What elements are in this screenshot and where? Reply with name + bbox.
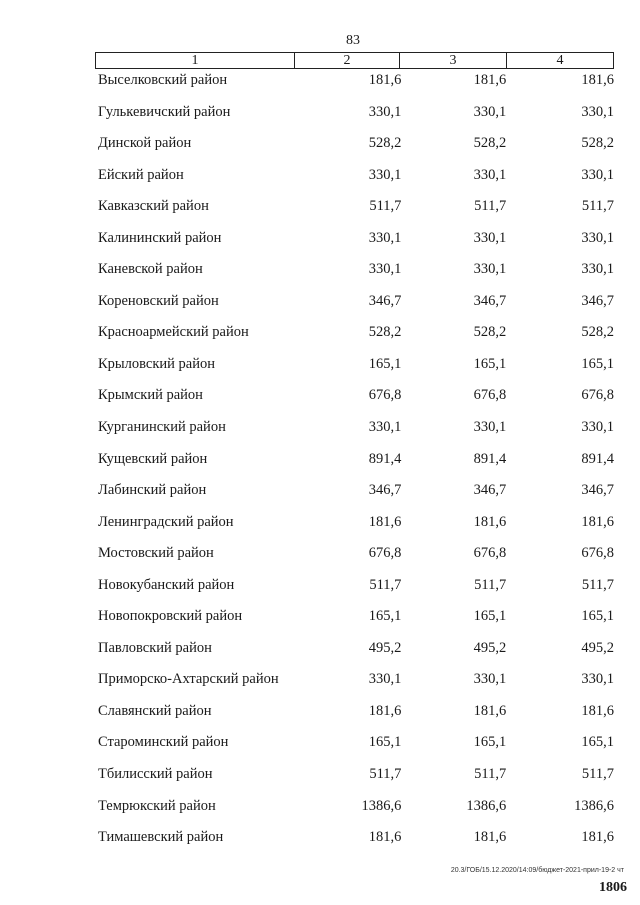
value-col-4: 346,7 [581,292,614,309]
page-number: 83 [346,33,360,48]
district-name: Славянский район [98,702,212,719]
value-col-3: 181,6 [473,702,507,719]
district-name: Новокубанский район [98,576,235,593]
value-col-4: 511,7 [581,576,614,593]
district-name: Мостовский район [98,545,214,562]
value-col-2: 330,1 [368,419,402,436]
value-col-2: 511,7 [369,766,402,783]
value-col-3: 676,8 [473,545,507,562]
value-col-3: 330,1 [473,166,507,183]
table-row [95,479,614,511]
table-row [95,511,614,543]
table-row [95,700,614,732]
district-name: Динской район [98,135,192,152]
district-name: Ленинградский район [98,513,234,530]
value-col-4: 330,1 [581,671,614,688]
value-col-3: 330,1 [473,229,507,246]
table-row [95,542,614,574]
value-col-3: 511,7 [474,576,507,593]
value-col-2: 330,1 [368,261,402,278]
value-col-4: 181,6 [581,702,614,719]
table-row [95,637,614,669]
table-row [95,258,614,290]
table-row [95,227,614,259]
table-row [95,69,614,101]
district-name: Приморско-Ахтарский район [98,671,279,688]
sheet-number: 1806 [599,880,627,895]
value-col-2: 181,6 [368,72,402,88]
value-col-3: 676,8 [473,387,507,404]
value-col-3: 330,1 [473,419,507,436]
district-name: Тбилисский район [98,766,213,783]
value-col-4: 676,8 [581,387,614,404]
value-col-2: 165,1 [368,608,402,625]
table-row [95,448,614,480]
value-col-4: 528,2 [581,135,614,152]
district-name: Тимашевский район [98,829,224,846]
value-col-3: 511,7 [474,198,507,215]
table-row [95,826,614,858]
table-row [95,731,614,763]
value-col-2: 165,1 [368,355,402,372]
header-col-4: 4 [556,53,564,68]
value-col-2: 511,7 [369,198,402,215]
value-col-4: 181,6 [581,829,614,846]
table-row [95,605,614,637]
value-col-4: 528,2 [581,324,614,341]
value-col-2: 495,2 [368,639,402,656]
table-row [95,416,614,448]
value-col-3: 181,6 [473,513,507,530]
value-col-4: 181,6 [581,72,614,88]
table-row [95,132,614,164]
district-name: Гулькевичский район [98,103,231,120]
value-col-3: 528,2 [473,135,507,152]
value-col-2: 330,1 [368,103,402,120]
district-name: Курганинский район [98,419,226,436]
table-body [95,69,614,858]
value-col-3: 181,6 [473,72,507,88]
table-header [95,52,614,69]
district-name: Кущевский район [98,450,208,467]
value-col-2: 181,6 [368,829,402,846]
value-col-2: 891,4 [368,450,402,467]
value-col-3: 330,1 [473,671,507,688]
value-col-3: 346,7 [473,292,507,309]
district-name: Темрюкский район [98,797,216,814]
value-col-2: 346,7 [368,482,402,499]
value-col-2: 181,6 [368,702,402,719]
value-col-4: 346,7 [581,482,614,499]
table-row [95,164,614,196]
district-name: Павловский район [98,639,212,656]
value-col-4: 165,1 [581,734,614,751]
district-name: Староминский район [98,734,229,751]
value-col-2: 165,1 [368,734,402,751]
value-col-4: 330,1 [581,229,614,246]
header-col-3: 3 [400,53,507,68]
value-col-2: 528,2 [368,135,402,152]
table-row [95,101,614,133]
value-col-2: 528,2 [368,324,402,341]
value-col-2: 1386,6 [361,797,402,814]
value-col-2: 330,1 [368,166,402,183]
value-col-4: 330,1 [581,261,614,278]
value-col-3: 181,6 [473,829,507,846]
table-row [95,763,614,795]
district-name: Ейский район [98,166,184,183]
value-col-2: 330,1 [368,229,402,246]
value-col-3: 1386,6 [466,797,507,814]
value-col-4: 330,1 [581,419,614,436]
district-name: Красноармейский район [98,324,249,341]
document-code: 20.3/ГОБ/15.12.2020/14:09/бюджет-2021-прил-19-2 чт [450,867,624,874]
district-name: Крымский район [98,387,203,404]
value-col-4: 511,7 [581,198,614,215]
header-col-2: 2 [295,53,400,68]
value-col-3: 495,2 [473,639,507,656]
value-col-4: 891,4 [581,450,614,467]
district-name: Новопокровский район [98,608,243,625]
value-col-4: 181,6 [581,513,614,530]
value-col-4: 511,7 [581,766,614,783]
value-col-3: 511,7 [474,766,507,783]
table-row [95,574,614,606]
value-col-4: 165,1 [581,608,614,625]
table-row [95,795,614,827]
district-name: Кавказский район [98,198,209,215]
value-col-4: 495,2 [581,639,614,656]
value-col-4: 330,1 [581,103,614,120]
value-col-2: 676,8 [368,387,402,404]
value-col-3: 165,1 [473,355,507,372]
district-name: Выселковский район [98,72,228,88]
header-col-1: 1 [96,53,295,68]
district-name: Крыловский район [98,355,215,372]
table-row [95,290,614,322]
district-name: Кореновский район [98,292,219,309]
table-row [95,195,614,227]
district-name: Каневской район [98,261,203,278]
table-row [95,321,614,353]
value-col-3: 165,1 [473,608,507,625]
table-row [95,353,614,385]
value-col-3: 891,4 [473,450,507,467]
value-col-2: 676,8 [368,545,402,562]
value-col-2: 330,1 [368,671,402,688]
value-col-2: 181,6 [368,513,402,530]
value-col-3: 330,1 [473,261,507,278]
value-col-3: 528,2 [473,324,507,341]
district-name: Лабинский район [98,482,207,499]
value-col-4: 676,8 [581,545,614,562]
table-row [95,668,614,700]
table-row [95,384,614,416]
value-col-3: 330,1 [473,103,507,120]
value-col-4: 165,1 [581,355,614,372]
value-col-3: 165,1 [473,734,507,751]
district-name: Калининский район [98,229,222,246]
value-col-2: 346,7 [368,292,402,309]
value-col-2: 511,7 [369,576,402,593]
value-col-4: 330,1 [581,166,614,183]
value-col-3: 346,7 [473,482,507,499]
value-col-4: 1386,6 [574,797,614,814]
